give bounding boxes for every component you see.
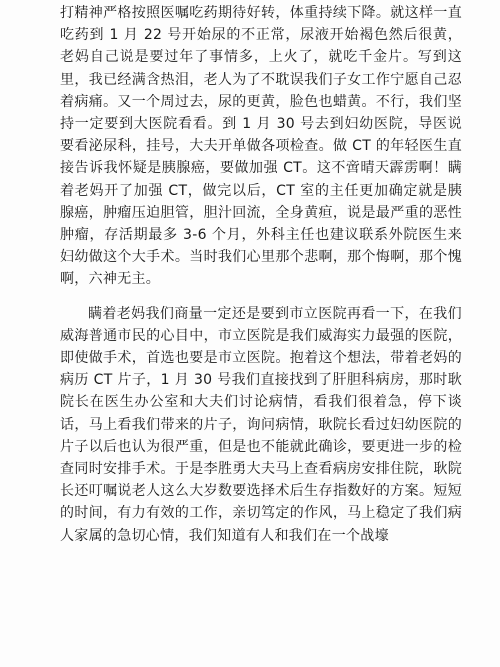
paragraph-2: 瞒着老妈我们商量一定还是要到市立医院再看一下，在我们威海普通市民的心目中，市立医院是我们威海实力最强的医院，即使做手术，首选也要是市立医院。抱着这个想法，带着老妈的病历 CT 片子，1 月 30 号我们直接找到了肝胆科病房，那时耿院长在医生办公室和大夫们讨论病情，看我们很着急，停下谈话，马上看我们带来的片子，询问病情，耿院长看过妇幼医院的片子以后也认为很严重，但是也不能就此确诊，要更进一步的检查同时安排手术。于是李胜勇大夫马上查看病房安排住院，耿院长还叮嘱说老人这么大岁数要选择术后生存指数好的方案。短短的时间，有力有效的工作，亲切笃定的作风，马上稳定了我们病人家属的急切心情，我们知道有人和我们在一个战壕 — [60, 305, 462, 544]
paragraph-1: 打精神严格按照医嘱吃药期待好转，体重持续下降。就这样一直吃药到 1 月 22 号开始尿的不正常，尿液开始褐色然后很黄，老妈自己说是要过年了事情多，上火了，就吃千金片。写到这里，我已经满含热泪，老人为了不耽误我们子女工作宁愿自己忍着病痛。又一个周过去，尿的更黄，脸色也蜡黄。不行，我们坚持一定要到大医院看看。到 1 月 30 号去到妇幼医院，导医说要看泌尿科，挂号，大夫开单做各项检查。做 CT 的年轻医生直接告诉我怀疑是胰腺癌，要做加强 CT。这不啻晴天霹雳啊！瞒着老妈开了加强 CT，做完以后，CT 室的主任更加确定就是胰腺癌，肿瘤压迫胆管，胆汁回流，全身黄疸，说是最严重的恶性肿瘤，存活期最多 3-6 个月，外科主任也建议联系外院医生来妇幼做这个大手术。当时我们心里那个悲啊，那个悔啊，那个愧啊，六神无主。 — [60, 5, 462, 288]
paragraph-gap — [60, 291, 462, 303]
document-body — [60, 2, 462, 547]
